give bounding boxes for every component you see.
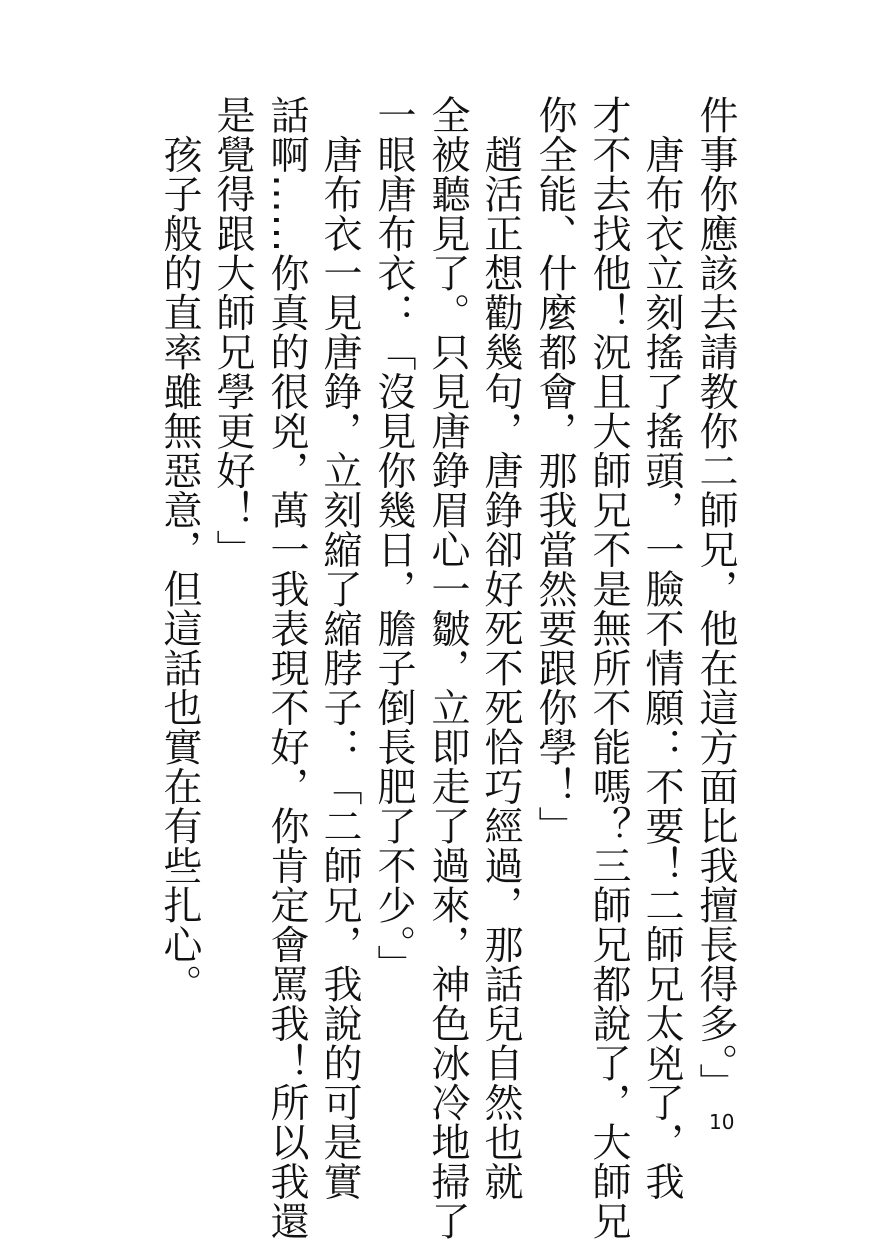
text-line-10: 是覺得跟大師兄學更好！」 (210, 95, 255, 569)
page-number: 10 (709, 1110, 735, 1134)
text-line-9: 話啊……你真的很兇，萬一我表現不好，你肯定會罵我！所以我還 (264, 95, 309, 1241)
text-line-1: 件事你應該去請教你二師兄，他在這方面比我擅長得多。」 (693, 95, 738, 1103)
text-line-8: 唐布衣一見唐錚，立刻縮了縮脖子：「二師兄，我說的可是實 (317, 95, 362, 1201)
text-line-2: 唐布衣立刻搖了搖頭，一臉不情願：不要！二師兄太兇了，我 (639, 95, 684, 1201)
text-line-3: 才不去找他！況且大師兄不是無所不能嗎？三師兄都說了，大師兄 (586, 95, 631, 1241)
text-line-7: 一眼唐布衣：「沒見你幾日，膽子倒長肥了不少。」 (371, 95, 416, 984)
text-line-4: 你全能、什麼都會，那我當然要跟你學！」 (532, 95, 577, 846)
text-line-11: 孩子般的直率雖無惡意，但這話也實在有些扎心。 (157, 95, 202, 1004)
text-line-6: 全被聽見了。只見唐錚眉心一皺，立即走了過來，神色冰冷地掃了 (425, 95, 470, 1241)
text-line-5: 趙活正想勸幾句，唐錚卻好死不死恰巧經過，那話兒自然也就 (478, 95, 523, 1201)
